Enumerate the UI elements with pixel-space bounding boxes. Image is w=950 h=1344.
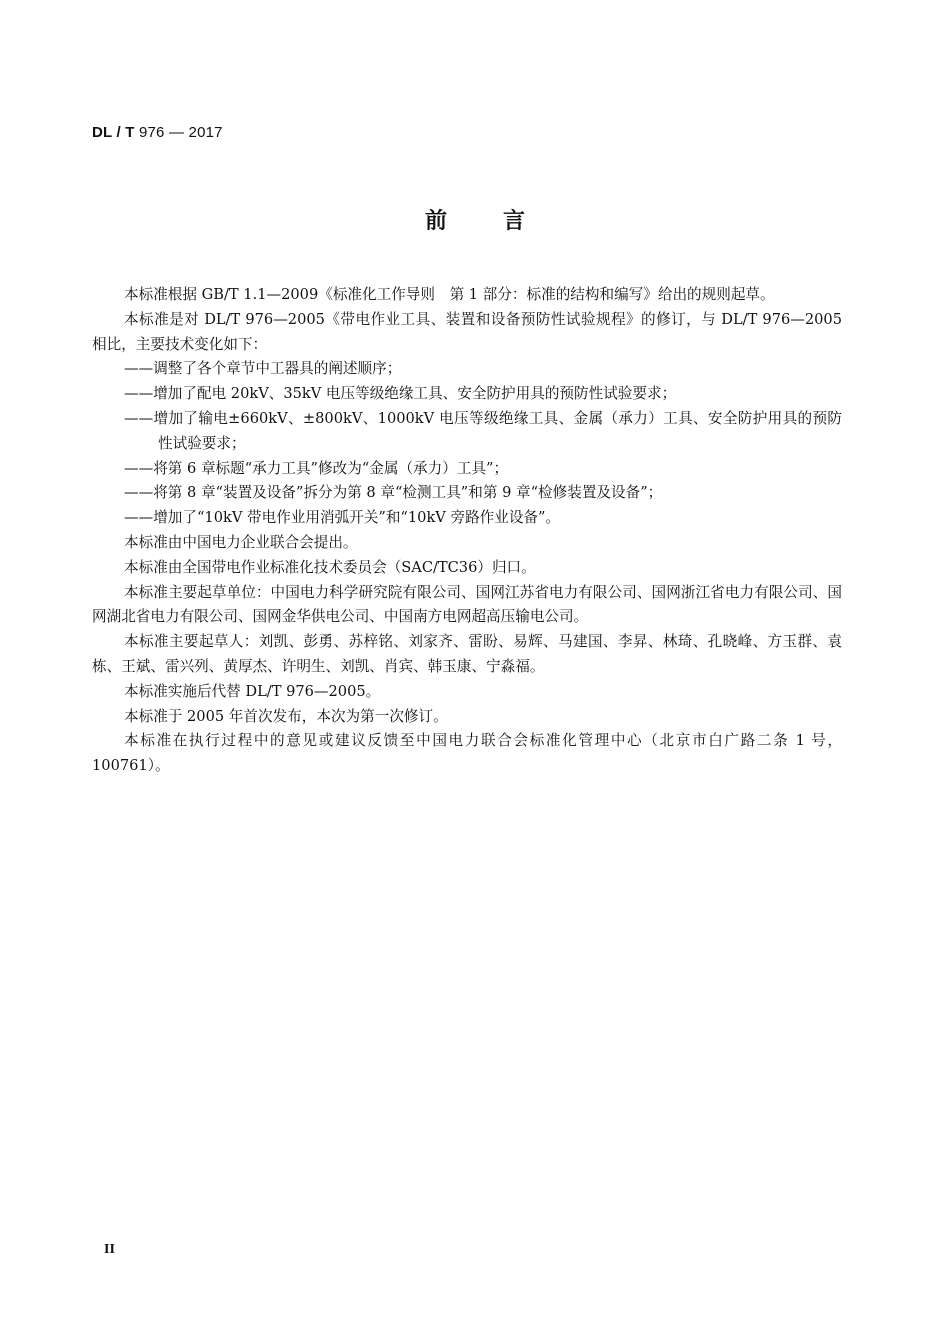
standard-code <box>92 124 223 141</box>
foreword-body <box>92 283 842 779</box>
change-item: ——增加了配电 20kV、35kV 电压等级绝缘工具、安全防护用具的预防性试验要求； <box>124 385 677 403</box>
paragraph-revision-intro: 本标准是对 DL/T 976—2005《带电作业工具、装置和设备预防性试验规程》的修订，与 DL/T 976—2005 相比，主要技术变化如下： <box>92 310 842 353</box>
paragraph-replaces: 本标准实施后代替 DL/T 976—2005。 <box>124 682 381 700</box>
change-item: ——调整了各个章节中工器具的阐述顺序； <box>124 360 402 378</box>
paragraph-drafting-rules: 本标准根据 GB/T 1.1—2009《标准化工作导则 第 1 部分：标准的结构和编写》给出的规则起草。 <box>124 286 775 303</box>
paragraph-administrator: 本标准由全国带电作业标准化技术委员会（SAC/TC36）归口。 <box>124 558 536 576</box>
standard-number: 976 — 2017 <box>138 124 223 141</box>
paragraph-feedback: 本标准在执行过程中的意见或建议反馈至中国电力联合会标准化管理中心（北京市白广路二条 1 号，100761）。 <box>92 732 842 775</box>
change-item: ——增加了输电±660kV、±800kV、1000kV 电压等级绝缘工具、金属（承力）工具、安全防护用具的预防性试验要求； <box>124 409 842 452</box>
page-number: II <box>104 1242 115 1257</box>
page-title: 前言 <box>424 209 581 234</box>
paragraph-history: 本标准于 2005 年首次发布，本次为第一次修订。 <box>124 707 448 725</box>
change-item: ——将第 6 章标题“承力工具”修改为“金属（承力）工具”； <box>124 459 509 477</box>
change-item: ——增加了“10kV 带电作业用消弧开关”和“10kV 旁路作业设备”。 <box>124 509 561 527</box>
standard-prefix: DL / T <box>92 124 135 141</box>
change-item: ——将第 8 章“装置及设备”拆分为第 8 章“检测工具”和第 9 章“检修装置及设备”； <box>124 484 663 502</box>
paragraph-drafters: 本标准主要起草人：刘凯、彭勇、苏梓铭、刘家齐、雷盼、易辉、马建国、李昇、林琦、孔晓峰、方玉群、袁栋、王斌、雷兴列、黄厚杰、许明生、刘凯、肖宾、韩玉康、宁淼福。 <box>92 633 842 675</box>
paragraph-drafting-units: 本标准主要起草单位：中国电力科学研究院有限公司、国网江苏省电力有限公司、国网浙江省电力有限公司、国网湖北省电力有限公司、国网金华供电公司、中国南方电网超高压输电公司。 <box>92 583 842 626</box>
paragraph-proposer: 本标准由中国电力企业联合会提出。 <box>124 533 358 551</box>
